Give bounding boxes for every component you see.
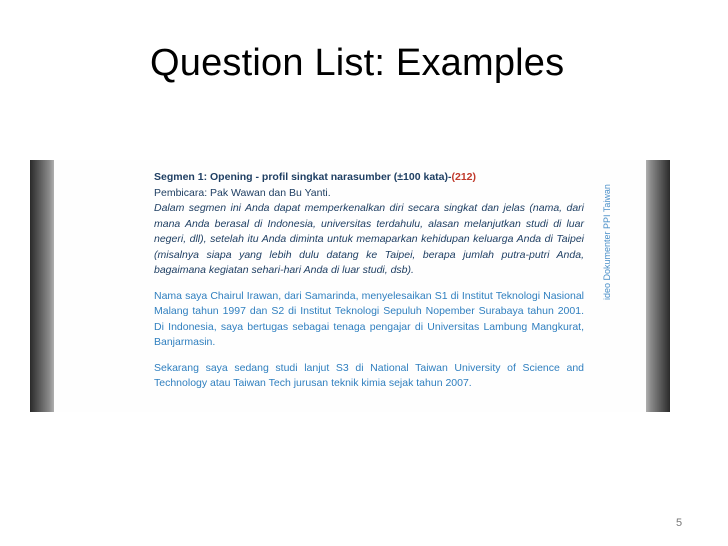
- speakers-line: Pembicara: Pak Wawan dan Bu Yanti.: [154, 186, 331, 199]
- segment-instructions: Dalam segmen ini Anda dapat memperkenalkan diri secara singkat dan jelas (nama, dari mana Anda berasal di Indonesia, universitas terdahulu, alasan melanjutkan studi di luar negeri, dll), setelah itu Anda diminta untuk memaparkan kehidupan keluarga Anda di Taipei (misalnya siapa yang lebih dulu datang ke Taipei, berapa jumlah putra-putri Anda, bagaimana kegiatan sehari-hari Anda di luar studi, dsb).: [154, 202, 584, 276]
- scan-text-block: [154, 170, 584, 392]
- answer-paragraph-1: Nama saya Chairul Irawan, dari Samarinda, menyelesaikan S1 di Institut Teknologi Nasional Malang tahun 1997 dan S2 di Institut Teknologi Sepuluh Nopember Surabaya tahun 2001. Di Indonesia, saya bertugas sebagai tenaga pengajar di Universitas Lambung Mangkurat, Banjarmasin.: [154, 289, 584, 348]
- left-decorative-bar: [30, 160, 54, 412]
- segment-heading-text: Segmen 1: Opening - profil singkat narasumber (±100 kata)-: [154, 171, 452, 183]
- segment-count: (212): [451, 171, 477, 183]
- segment-heading: [154, 170, 584, 186]
- page-number: 5: [676, 517, 683, 529]
- right-decorative-bar: [646, 160, 670, 412]
- answer-paragraph-2: Sekarang saya sedang studi lanjut S3 di National Taiwan University of Science and Technology atau Taiwan Tech jurusan teknik kimia sejak tahun 2007.: [154, 361, 584, 389]
- slide-title: Question List: Examples: [150, 42, 565, 84]
- document-scan-image: [54, 160, 646, 412]
- scan-watermark: ideo Dokumenter PPI Taiwan: [602, 184, 612, 300]
